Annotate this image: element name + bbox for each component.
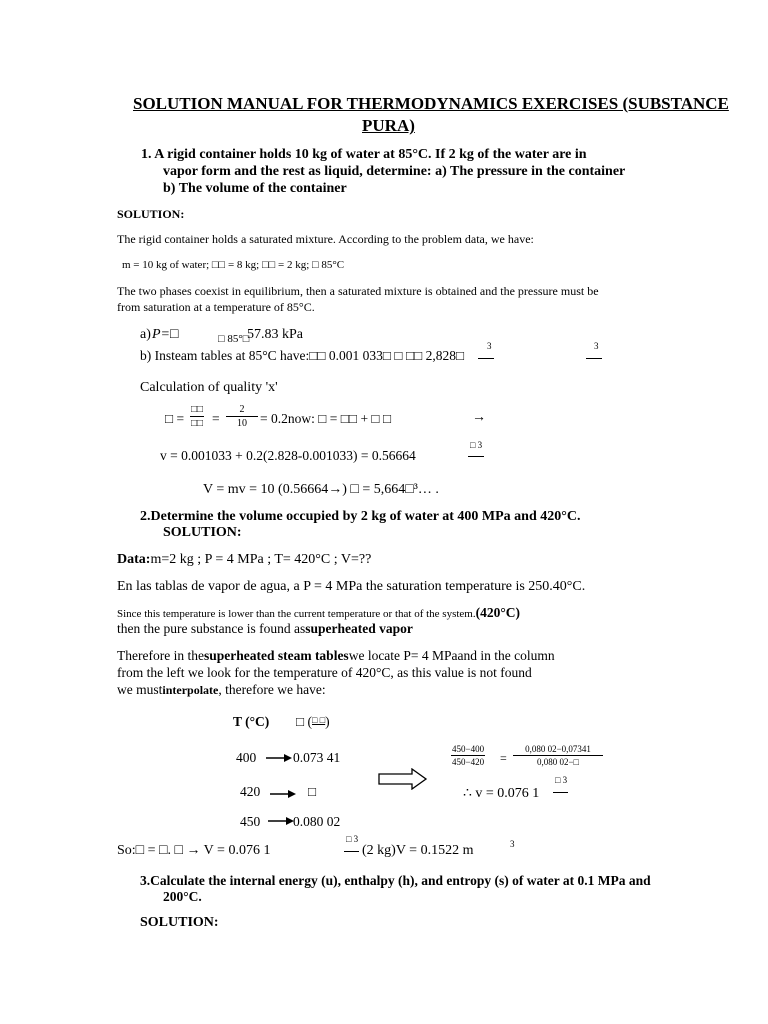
problem2-pure-prefix: then the pure substance is found as xyxy=(117,621,306,636)
problem2-tables-line3 xyxy=(117,683,326,698)
problem2-tables-line2: from the left we look for the temperature of 420°C, as this value is not found xyxy=(117,665,532,680)
table-row-3-volume: 0.080 02 xyxy=(293,814,341,829)
problem2-tables-prefix: Therefore in the xyxy=(117,648,204,663)
table-row-3-arrow-icon xyxy=(268,816,294,826)
total-volume-calculation: V = mv = 10 (0.56664→) □ = 5,664□³… . xyxy=(203,482,439,497)
table-row-1-arrow-icon xyxy=(266,753,292,763)
problem2-tables-suffix: we locate P= 4 MPaand in the column xyxy=(348,648,555,663)
final-volume-unit-numerator: □ 3 xyxy=(346,834,359,844)
problem2-statement: 2.Determine the volume occupied by 2 kg of water at 400 MPa and 420°C. xyxy=(140,509,581,524)
table-row-2-temperature: 420 xyxy=(240,784,261,799)
interpolation-result-unit-line xyxy=(553,792,568,793)
interpolation-result-unit: □ 3 xyxy=(555,775,568,785)
table-header-temperature: T (°C) xyxy=(233,714,270,729)
quality-lhs: □ = xyxy=(165,411,185,426)
answer-a-subscript: □ 85°□ xyxy=(218,333,250,345)
table-row-1-temperature: 400 xyxy=(236,750,257,765)
answer-b-table-values: b) Insteam tables at 85°C have:□□ 0.001 033□ □ □□ 2,828□ xyxy=(140,348,465,363)
problem1-statement-line1: 1. A rigid container holds 10 kg of water at 85°C. If 2 kg of the water are in xyxy=(141,147,587,162)
answer-b-unit-line-2 xyxy=(586,358,602,359)
problem2-data-label: Data: xyxy=(117,552,151,567)
specific-volume-calculation: v = 0.001033 + 0.2(2.828-0.001033) = 0.56664 xyxy=(160,448,416,463)
problem2-tables-line1 xyxy=(117,649,555,664)
quality-fraction-2: $\frac{2}{10}$ xyxy=(226,404,258,429)
answer-b-unit-exponent-1: 3 xyxy=(487,341,492,351)
problem3-statement-line1: 3.Calculate the internal energy (u), enthalpy (h), and entropy (s) of water at 0.1 MPa and xyxy=(140,873,651,888)
quality-equals: = xyxy=(212,411,220,426)
answer-b-unit-line-1 xyxy=(478,358,494,359)
problem2-data xyxy=(117,552,371,567)
specific-volume-unit-line xyxy=(468,456,484,457)
problem3-solution-label: SOLUTION: xyxy=(140,915,219,930)
hollow-right-arrow-icon xyxy=(378,768,428,790)
problem1-reason-line2: from saturation at a temperature of 85°C. xyxy=(117,300,315,314)
document-title-line2: PURA) xyxy=(362,116,415,135)
problem2-tables-line3-suffix: , therefore we have: xyxy=(218,682,326,697)
problem2-saturation-text: En las tablas de vapor de agua, a P = 4 MPa the saturation temperature is 250.40°C. xyxy=(117,579,586,594)
interpolation-result: ∴ v = 0.076 1 xyxy=(463,786,540,801)
problem1-reason-line1: The two phases coexist in equilibrium, then a saturated mixture is obtained and the pressure must be xyxy=(117,284,599,298)
answer-a-prefix: a) xyxy=(140,327,151,342)
answer-a-formula: P=□ xyxy=(152,327,179,342)
table-row-3-temperature: 450 xyxy=(240,814,261,829)
problem3-statement-line2: 200°C. xyxy=(163,889,202,904)
interpolation-fraction-volume: $\frac{0,080 02-0,07341}{0,080 02-□}$ xyxy=(513,744,603,767)
problem2-comparison-sentence: Since this temperature is lower than the current temperature or that of the system. xyxy=(117,608,476,620)
answer-b-unit-exponent-2: 3 xyxy=(594,341,599,351)
quality-arrow: → xyxy=(472,410,486,425)
quality-result: = 0.2now: □ = □□ + □ □ xyxy=(260,411,392,426)
problem1-statement-line2: vapor form and the rest as liquid, determine: a) The pressure in the container xyxy=(163,164,626,179)
table-row-1-volume: 0.073 41 xyxy=(293,750,341,765)
problem2-comparison-text xyxy=(117,604,520,622)
problem2-data-values: m=2 kg ; P = 4 MPa ; T= 420°C ; V=?? xyxy=(150,552,372,567)
quality-fraction-1: □□ □□ xyxy=(191,404,204,429)
answer-a-pressure-value: 57.83 kPa xyxy=(247,327,303,342)
problem2-superheated-steam-tables: superheated steam tables xyxy=(203,648,349,663)
problem2-superheated-vapor: superheated vapor xyxy=(305,621,413,636)
problem1-statement-line3: b) The volume of the container xyxy=(163,181,347,196)
final-volume-unit-line xyxy=(344,851,359,852)
problem1-intro-text: The rigid container holds a saturated mixture. According to the problem data, we have: xyxy=(117,232,534,246)
specific-volume-unit: □ 3 xyxy=(470,440,483,450)
problem2-pure-substance-text xyxy=(117,622,413,637)
table-header-v-symbol: □ ( xyxy=(296,714,313,729)
interpolation-fraction-temperature: $\frac{450-400}{450-420}$ xyxy=(452,744,485,767)
problem1-solution-label: SOLUTION: xyxy=(117,207,185,221)
problem2-tables-line3-prefix: we must xyxy=(117,682,163,697)
table-row-2-arrow-icon xyxy=(270,789,296,799)
final-volume-line: So:□ = □. □ → V = 0.076 1 xyxy=(117,843,271,858)
final-volume-result: (2 kg)V = 0.1522 m xyxy=(362,843,474,858)
table-header-specific-volume xyxy=(296,715,330,730)
final-volume-exponent: 3 xyxy=(510,839,515,849)
problem2-interpolate: interpolate xyxy=(162,683,219,697)
quality-heading: Calculation of quality 'x' xyxy=(140,380,278,395)
problem2-system-temperature: (420°C) xyxy=(475,605,520,620)
problem1-given-data: m = 10 kg of water; □□ = 8 kg; □□ = 2 kg; □ 85°C xyxy=(122,259,345,271)
interpolation-equals: = xyxy=(500,751,507,765)
document-title-line1: SOLUTION MANUAL FOR THERMODYNAMICS EXERCISES (SUBSTANCE xyxy=(133,94,729,113)
table-header-v-unit: □ □ xyxy=(312,715,326,725)
table-row-2-volume: □ xyxy=(308,784,317,799)
table-header-v-close: ) xyxy=(325,714,330,729)
problem2-solution-label: SOLUTION: xyxy=(163,525,242,540)
